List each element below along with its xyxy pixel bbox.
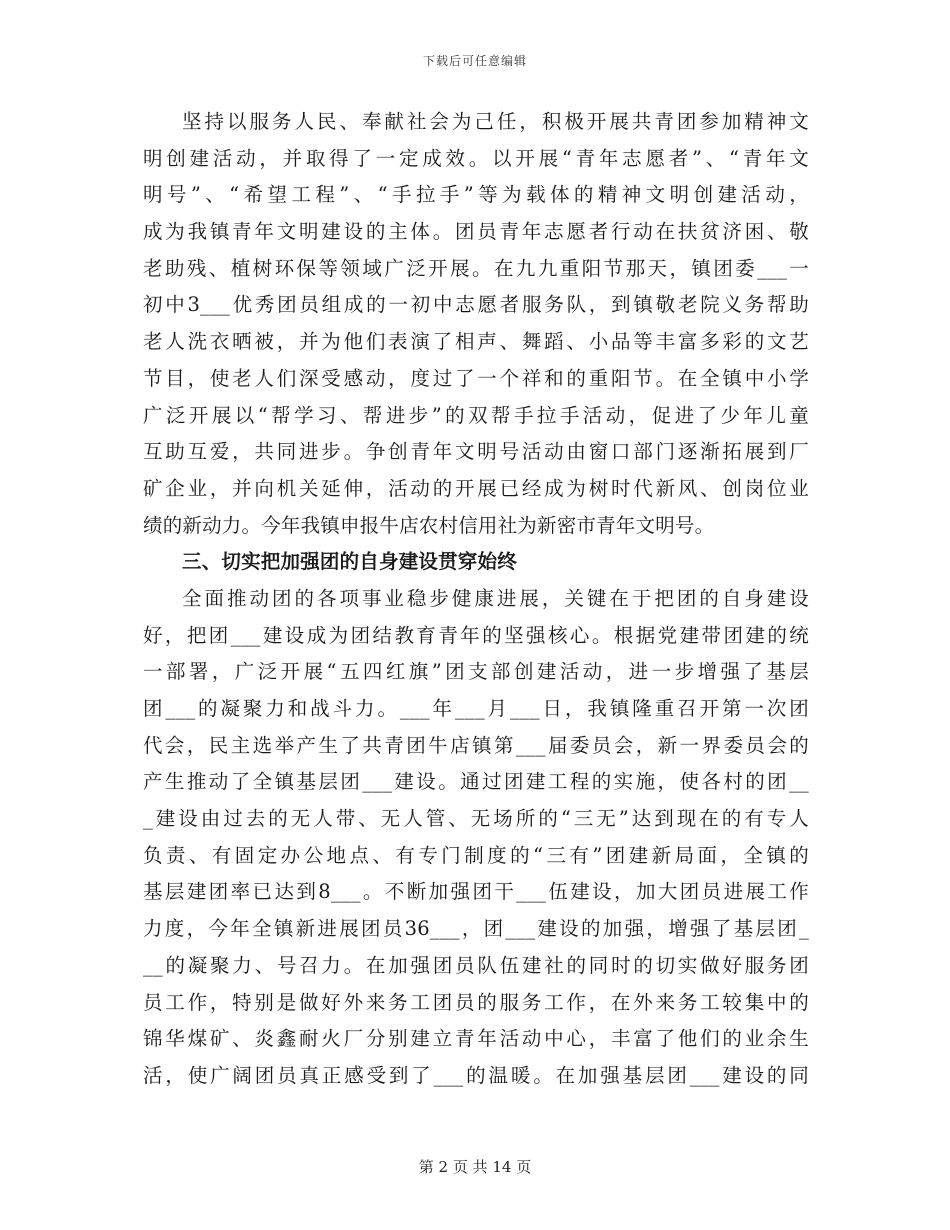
text-line: _建设由过去的无人带、无人管、无场所的“三无”达到现在的有专人 — [143, 807, 809, 831]
text-line: 坚持以服务人民、奉献社会为己任，积极开展共青团参加精神文 — [182, 110, 809, 133]
text-line: 力度，今年全镇新进展团员36___，团___建设的加强，增强了基层团_ — [143, 917, 809, 941]
text-line: 负责、有固定办公地点、有专门制度的“三有”团建新局面，全镇的 — [143, 843, 809, 867]
text-line: 锦华煤矿、炎鑫耐火厂分别建立青年活动中心，丰富了他们的业余生 — [143, 1027, 809, 1051]
text-line: 明号”、“希望工程”、“手拉手”等为载体的精神文明创建活动， — [143, 183, 809, 207]
text-line: 初中3___优秀团员组成的一初中志愿者服务队，到镇敬老院义务帮助 — [143, 293, 809, 317]
text-line: 矿企业，并向机关延伸，活动的开展已经成为树时代新风、创岗位业 — [143, 476, 809, 500]
text-line: 节目，使老人们深受感动，度过了一个祥和的重阳节。在全镇中小学 — [143, 366, 809, 390]
text-line: __的凝聚力、号召力。在加强团员队伍建社的同时的切实做好服务团 — [143, 953, 809, 977]
text-line: 互助互爱，共同进步。争创青年文明号活动由窗口部门逐渐拓展到厂 — [143, 440, 809, 464]
text-line: 老人洗衣晒被，并为他们表演了相声、舞蹈、小品等丰富多彩的文艺 — [143, 330, 809, 354]
text-line: 员工作，特别是做好外来务工团员的服务工作，在外来务工较集中的 — [143, 990, 809, 1014]
text-line: 产生推动了全镇基层团___建设。通过团建工程的实施，使各村的团__ — [143, 770, 809, 794]
page-header-note: 下载后可任意编辑 — [422, 54, 527, 68]
text-line: 团___的凝聚力和战斗力。___年___月___日，我镇隆重召开第一次团 — [143, 697, 809, 720]
section-heading: 三、切实把加强团的自身建设贯穿始终 — [182, 550, 517, 574]
text-line: 明创建活动，并取得了一定成效。以开展“青年志愿者”、“青年文 — [143, 146, 809, 170]
text-line: 基层建团率已达到8___。不断加强团干___伍建设，加大团员进展工作 — [143, 880, 809, 904]
text-line: 绩的新动力。今年我镇申报牛店农村信用社为新密市青年文明号。 — [143, 513, 715, 537]
paragraph-self-construction — [143, 581, 809, 1095]
text-line: 一部署，广泛开展“五四红旗”团支部创建活动，进一步增强了基层 — [143, 660, 809, 684]
text-line: 老助残、植树环保等领域广泛开展。在九九重阳节那天，镇团委___一 — [143, 256, 809, 280]
text-line: 好，把团___建设成为团结教育青年的坚强核心。根据党建带团建的统 — [143, 623, 809, 647]
text-line: 成为我镇青年文明建设的主体。团员青年志愿者行动在扶贫济困、敬 — [143, 220, 809, 244]
text-line: 活，使广阔团员真正感受到了___的温暖。在加强基层团___建设的同 — [143, 1063, 809, 1087]
paragraph-volunteer-activities — [143, 104, 809, 544]
text-line: 广泛开展以“帮学习、帮进步”的双帮手拉手活动，促进了少年儿童 — [143, 403, 809, 427]
text-line: 全面推动团的各项事业稳步健康进展，关键在于把团的自身建设 — [182, 586, 809, 610]
document-body — [143, 104, 809, 1095]
page-indicator: 第 2 页 共 14 页 — [418, 1158, 532, 1176]
text-line: 代会，民主选举产生了共青团牛店镇第___届委员会，新一界委员会的 — [143, 733, 809, 757]
